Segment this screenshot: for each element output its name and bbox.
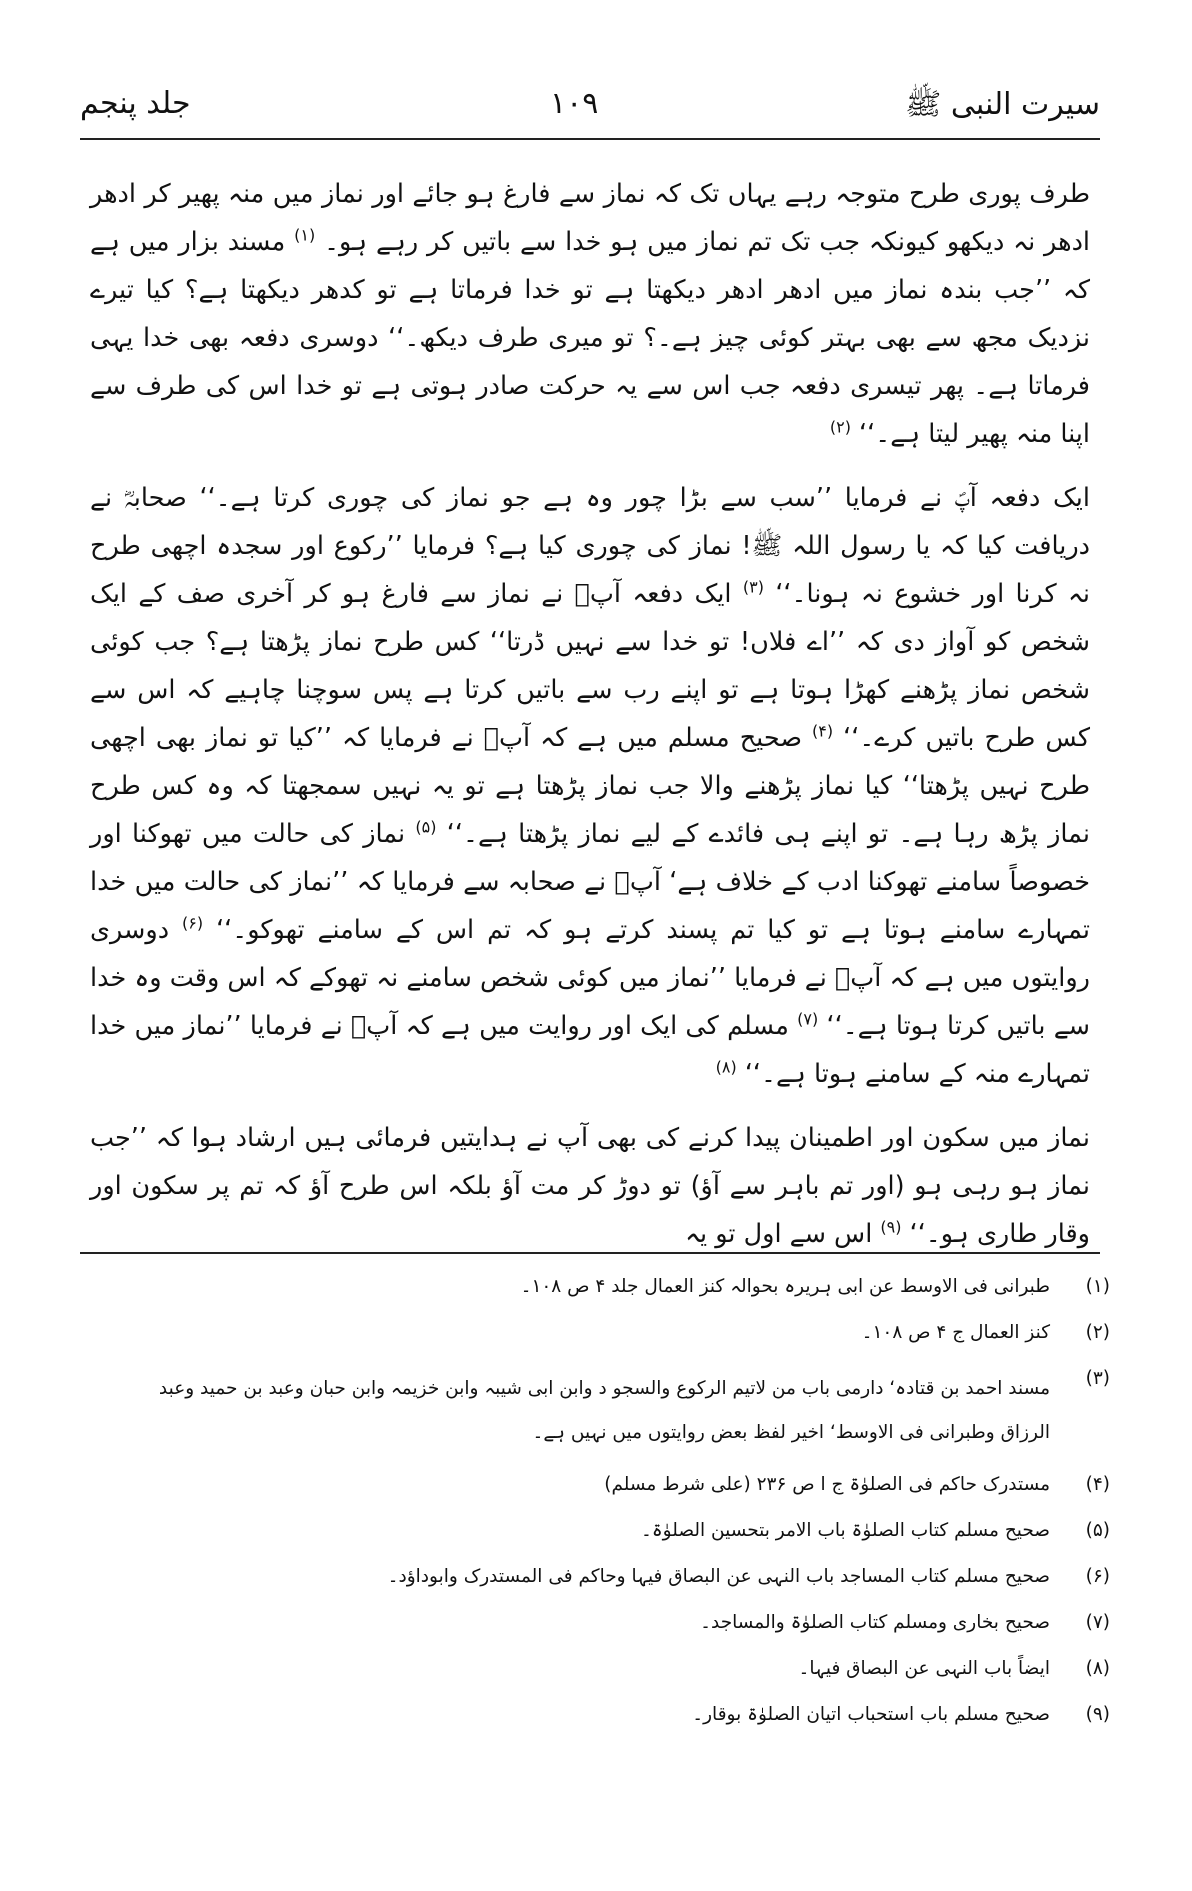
header-divider — [80, 138, 1100, 140]
footnote-item — [120, 1519, 1110, 1543]
footnotes — [120, 1275, 1110, 1749]
text-segment: مسند بزار میں ہے کہ ’’جب بندہ نماز میں ادھر ادھر دیکھتا ہے تو خدا فرماتا ہے تو کدھر دیکھتا ہے؟ کیا تیرے نزدیک مجھ سے بھی بہتر کوئی چیز ہے۔؟ تو میری طرف دیکھ۔‘‘ دوسری دفعہ بھی خدا یہی فرماتا ہے۔ پھر تیسری دفعہ جب اس سے یہ حرکت صادر ہوتی ہے تو خدا اس کی طرف سے اپنا منہ پھیر لیتا ہے۔‘‘ — [90, 227, 1090, 449]
footnote-number: (۳) — [1085, 1368, 1110, 1389]
footnote-marker: (۴) — [812, 721, 834, 741]
book-title: سیرت النبی ﷺ — [905, 87, 1100, 122]
footnote-item — [120, 1565, 1110, 1589]
footnote-marker: (۵) — [415, 817, 437, 837]
footnote-item — [120, 1657, 1110, 1681]
volume-label: جلد پنجم — [80, 86, 191, 121]
footnote-number: (۲) — [1085, 1322, 1110, 1343]
text-segment: اس سے اول تو یہ — [685, 1219, 873, 1249]
text-segment: نماز میں سکون اور اطمینان پیدا کرنے کی بھی آپ نے ہدایتیں فرمائی ہیں ارشاد ہوا کہ ’’جب نماز ہو رہی ہو (اور تم باہر سے آؤ) تو دوڑ کر مت آؤ بلکہ اس طرح آؤ کہ تم پر سکون اور وقار طاری ہو۔‘‘ — [90, 1123, 1090, 1249]
paragraph-3 — [90, 1114, 1090, 1258]
footnote-text: کنز العمال ج ۴ ص ۱۰۸۔ — [861, 1322, 1050, 1343]
footnote-number: (۴) — [1085, 1474, 1110, 1495]
text-segment: دوسری روایتوں میں ہے کہ آپؐ نے فرمایا ’’نماز میں کوئی شخص سامنے نہ تھوکے کہ اس وقت وہ خدا سے باتیں کرتا ہوتا ہے۔‘‘ — [90, 915, 1091, 1041]
footnote-marker: (۸) — [715, 1057, 737, 1077]
footnote-text: ایضاً باب النہی عن البصاق فیہا۔ — [798, 1658, 1050, 1679]
footnote-number: (۸) — [1085, 1658, 1110, 1679]
footnote-divider — [80, 1252, 1100, 1254]
footnote-text: مستدرک حاکم فی الصلوٰۃ ج ا ص ۲۳۶ (علی شرط مسلم) — [604, 1474, 1050, 1495]
footnote-text: مسند احمد بن قتادہ‘ دارمی باب من لاتیم الرکوع والسجو د وابن ابی شیبہ وابن خزیمہ وابن حبان وعبد بن حمید وعبد الرزاق وطبرانی فی الاوسط‘ اخیر لفظ بعض روایتوں میں نہیں ہے۔ — [158, 1378, 1050, 1443]
footnote-item — [120, 1611, 1110, 1635]
footnote-item — [120, 1367, 1110, 1455]
footnote-item — [120, 1473, 1110, 1497]
footnote-marker: (۳) — [742, 577, 764, 597]
footnote-marker: (۹) — [880, 1217, 902, 1237]
footnote-marker: (۶) — [182, 913, 204, 933]
footnote-text: صحیح مسلم باب استحباب اتیان الصلوٰۃ بوقار۔ — [692, 1704, 1050, 1725]
footnote-number: (۵) — [1085, 1520, 1110, 1541]
footnote-number: (۶) — [1085, 1566, 1110, 1587]
footnote-marker: (۱) — [294, 225, 316, 245]
text-segment: ایک دفعہ آپؐ نے فرمایا ’’سب سے بڑا چور وہ ہے جو نماز کی چوری کرتا ہے۔‘‘ صحابہؓ نے دریافت کیا کہ یا رسول اللہ ﷺ! نماز کی چوری کیا ہے؟ فرمایا ’’رکوع اور سجدہ اچھی طرح نہ کرنا اور خشوع نہ ہونا۔‘‘ — [90, 483, 1090, 609]
footnote-item — [120, 1703, 1110, 1727]
footnote-text: صحیح بخاری ومسلم کتاب الصلوٰۃ والمساجد۔ — [700, 1612, 1050, 1633]
footnote-number: (۱) — [1085, 1276, 1110, 1297]
text-segment: ایک دفعہ آپؐ نے نماز سے فارغ ہو کر آخری صف کے ایک شخص کو آواز دی کہ ’’اے فلاں! تو خدا سے نہیں ڈرتا‘‘ کس طرح نماز پڑھتا ہے؟ جب کوئی شخص نماز پڑھنے کھڑا ہوتا ہے تو اپنے رب سے باتیں کرتا ہے پس سوچنا چاہیے کہ اس سے کس طرح باتیں کرے۔‘‘ — [90, 579, 1091, 753]
paragraph-1 — [90, 170, 1090, 458]
main-text — [90, 170, 1090, 1274]
text-segment: نماز کی حالت میں تھوکنا اور خصوصاً سامنے تھوکنا ادب کے خلاف ہے‘ آپؐ نے صحابہ سے فرمایا کہ ’’نماز کی حالت میں خدا تمہارے سامنے ہوتا ہے تو کیا تم پسند کرتے ہو کہ تم اس کے سامنے تھوکو۔‘‘ — [90, 819, 1090, 945]
page-number: ۱۰۹ — [550, 86, 599, 121]
footnote-number: (۹) — [1085, 1704, 1110, 1725]
text-segment: طرف پوری طرح متوجہ رہے یہاں تک کہ نماز سے فارغ ہو جائے اور نماز میں منہ پھیر کر ادھر ادھر نہ دیکھو کیونکہ جب تک تم نماز میں ہو خدا سے باتیں کر رہے ہو۔ — [90, 179, 1091, 257]
footnote-text: صحیح مسلم کتاب الصلوٰۃ باب الامر بتحسین الصلوٰۃ۔ — [640, 1520, 1050, 1541]
footnote-text: طبرانی فی الاوسط عن ابی ہریرہ بحوالہ کنز العمال جلد ۴ ص ۱۰۸۔ — [520, 1276, 1050, 1297]
text-segment: صحیح مسلم میں ہے کہ آپؐ نے فرمایا کہ ’’کیا تو نماز بھی اچھی طرح نہیں پڑھتا‘‘ کیا نماز پڑھنے والا جب نماز پڑھتا ہے تو یہ نہیں سمجھتا کہ وہ کس طرح نماز پڑھ رہا ہے۔ تو اپنے ہی فائدے کے لیے نماز پڑھتا ہے۔‘‘ — [90, 723, 1091, 849]
text-segment: مسلم کی ایک اور روایت میں ہے کہ آپؐ نے فرمایا ’’نماز میں خدا تمہارے منہ کے سامنے ہوتا ہے۔‘‘ — [90, 1011, 1090, 1089]
footnote-item — [120, 1275, 1110, 1299]
paragraph-2 — [90, 474, 1090, 1098]
running-header — [80, 86, 1100, 136]
footnote-marker: (۲) — [829, 417, 851, 437]
footnote-number: (۷) — [1085, 1612, 1110, 1633]
footnote-marker: (۷) — [797, 1009, 819, 1029]
footnote-item — [120, 1321, 1110, 1345]
footnote-text: صحیح مسلم کتاب المساجد باب النہی عن البصاق فیہا وحاکم فی المستدرک وابوداؤد۔ — [387, 1566, 1050, 1587]
